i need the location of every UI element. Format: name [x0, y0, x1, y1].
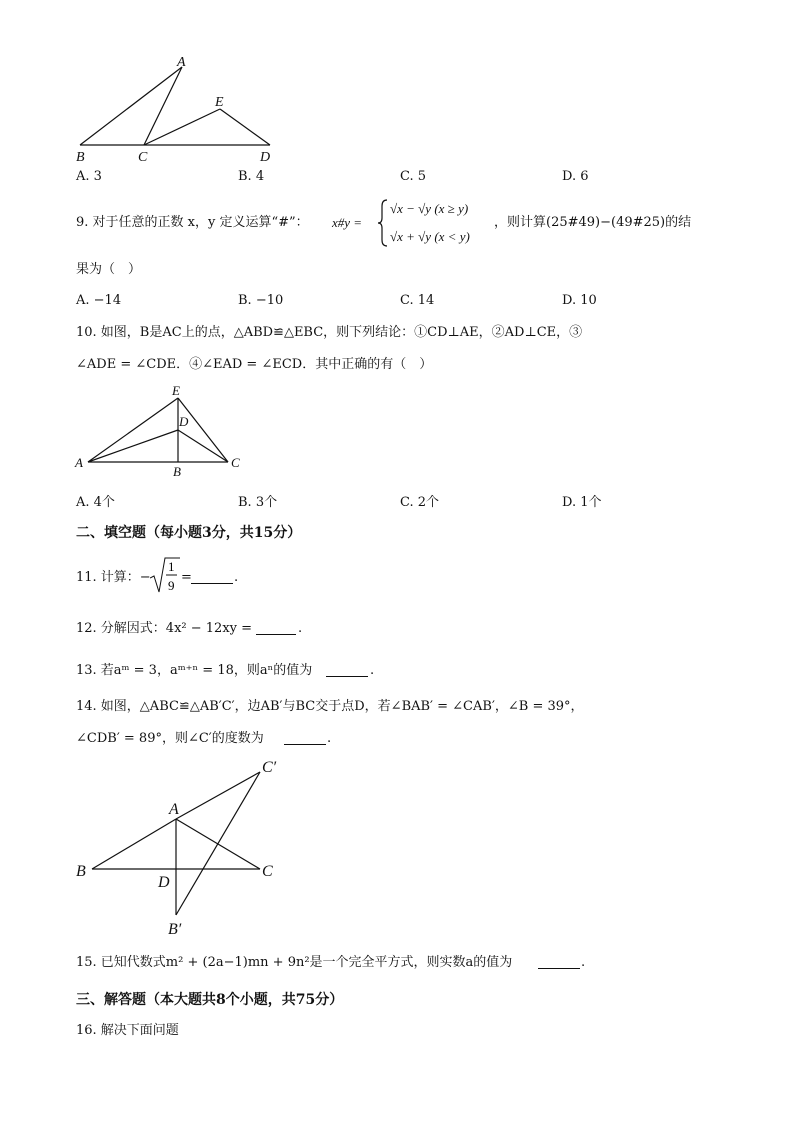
q14-label-b: B	[76, 863, 86, 880]
q14-label-a: A	[169, 801, 179, 818]
q9-stem-prefix: 9. 对于任意的正数 x，y 定义运算“#”：	[76, 215, 309, 230]
q8-label-c: C	[138, 150, 148, 165]
q14-line-2: ∠CDB′ = 89°，则∠C′的度数为	[76, 731, 264, 746]
q14-answer-blank[interactable]	[284, 732, 326, 745]
q8-label-b: B	[76, 150, 85, 165]
q10-option-a: A. 4个	[76, 495, 115, 510]
q14-line-1: 14. 如图，△ABC≌△AB′C′，边AB′与BC交于点D，若∠BAB′ = ∠CAB′，∠B = 39°，	[76, 699, 584, 714]
q8-label-e: E	[215, 95, 224, 110]
q8-option-b: B. 4	[238, 169, 265, 184]
q9-option-b: B. −10	[238, 293, 284, 308]
q8-figure	[70, 52, 290, 167]
q12-text: 12. 分解因式：4x² − 12xy =	[76, 621, 253, 636]
q8-option-c: C. 5	[400, 169, 427, 184]
section-2-heading: 二、填空题（每小题3分，共15分）	[76, 525, 302, 541]
q8-label-a: A	[177, 55, 186, 70]
q10-option-d: D. 1个	[562, 495, 602, 510]
q8-option-d: D. 6	[562, 169, 589, 184]
q15-end: .	[581, 955, 586, 970]
q14-figure	[70, 752, 300, 942]
q9-brace	[377, 198, 389, 248]
section-3-heading: 三、解答题（本大题共8个小题，共75分）	[76, 992, 344, 1008]
q9-case-1: √x − √y (x ≥ y)	[390, 201, 469, 216]
q10-figure	[70, 378, 260, 482]
q11-prefix: 11. 计算：−	[76, 570, 151, 585]
q9-option-d: D. 10	[562, 293, 597, 308]
q8-label-d: D	[260, 150, 271, 165]
q14-label-c: C	[262, 863, 273, 880]
q15-answer-blank[interactable]	[538, 956, 580, 969]
q14-label-c-prime: C′	[262, 759, 277, 776]
q10-label-c: C	[231, 455, 240, 470]
q13-end: .	[370, 663, 375, 678]
q12-end: .	[298, 621, 303, 636]
q10-option-b: B. 3个	[238, 495, 278, 510]
q10-line-2: ∠ADE = ∠CDE．④∠EAD = ∠ECD．其中正确的有（ ）	[76, 357, 433, 372]
q11-numerator: 1	[168, 559, 175, 574]
q9-option-a: A. −14	[76, 293, 122, 308]
q9-op-lhs: x#y =	[332, 215, 363, 230]
q10-line-1: 10. 如图，B是AC上的点，△ABD≌△EBC，则下列结论：①CD⊥AE，②AD⊥CE，③	[76, 325, 583, 340]
q11-denominator: 9	[168, 578, 175, 593]
q11-equals: =	[181, 570, 192, 585]
q12-answer-blank[interactable]	[256, 622, 296, 635]
q10-option-c: C. 2个	[400, 495, 440, 510]
q9-stem-suffix: ，则计算(25#49)−(49#25)的结	[494, 215, 692, 230]
q11-end: .	[234, 570, 239, 585]
q10-label-d: D	[179, 414, 189, 429]
q10-label-b: B	[173, 464, 181, 479]
q11-answer-blank[interactable]	[191, 571, 233, 584]
q9-stem-line2: 果为（ ）	[76, 262, 142, 277]
q16-text: 16. 解决下面问题	[76, 1023, 179, 1038]
q15-text: 15. 已知代数式m² + (2a−1)mn + 9n²是一个完全平方式，则实数a的值为	[76, 955, 513, 970]
q10-label-a: A	[75, 455, 83, 470]
q13-answer-blank[interactable]	[326, 664, 368, 677]
q14-label-b-prime: B′	[168, 921, 182, 938]
q10-label-e: E	[172, 383, 180, 398]
q13-text: 13. 若aᵐ = 3，aᵐ⁺ⁿ = 18，则aⁿ的值为	[76, 663, 313, 678]
q14-label-d: D	[158, 874, 170, 891]
q11-sqrt-fraction	[150, 556, 180, 596]
q9-option-c: C. 14	[400, 293, 435, 308]
q9-case-2: √x + √y (x < y)	[390, 229, 470, 244]
q14-end: .	[327, 731, 332, 746]
q8-option-a: A. 3	[76, 169, 102, 184]
